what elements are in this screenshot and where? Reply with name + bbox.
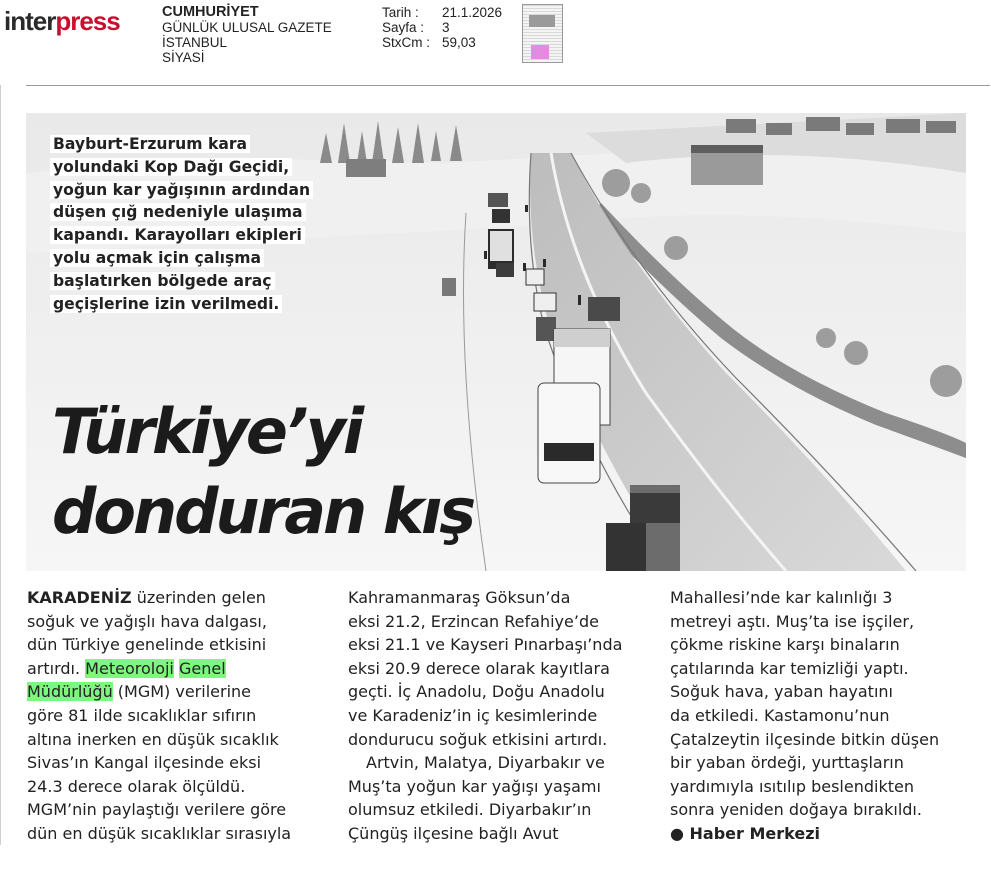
body-line: Artvin, Malatya, Diyarbakır ve xyxy=(366,753,605,773)
publication-info xyxy=(162,5,332,65)
body-line: Mahallesi’nde kar kalınlığı 3 xyxy=(670,588,893,607)
logo-part2: press xyxy=(55,6,120,36)
article-column-1 xyxy=(27,586,327,846)
caption-line: yolundaki Kop Dağı Geçidi, xyxy=(50,158,292,176)
body-line: yardımıyla ısıtılıp beslendikten xyxy=(670,776,914,796)
caption-line: geçişlerine izin verilmedi. xyxy=(50,295,282,313)
body-line: eksi 21.1 ve Kayseri Pınarbaşı’nda xyxy=(348,635,623,655)
publication-type: GÜNLÜK ULUSAL GAZETE xyxy=(162,20,332,35)
body-line: çökme riskine karşı binaların xyxy=(670,635,900,655)
caption-line: Bayburt-Erzurum kara xyxy=(50,135,250,153)
page-value: 3 xyxy=(442,20,450,35)
body-line: Kahramanmaraş Göksun’da xyxy=(348,588,571,607)
body-line: göre 81 ilde sıcaklıklar sıfırın xyxy=(27,705,257,725)
page-label: Sayfa : xyxy=(382,20,425,35)
body-line: dondurucu soğuk etkisini artırdı. xyxy=(348,729,608,749)
highlighted-term: Meteoroloji xyxy=(85,658,174,678)
body-line: dün Türkiye genelinde etkisini xyxy=(27,635,267,655)
body-line: 24.3 derece olarak ölçüldü. xyxy=(27,776,246,796)
header-divider xyxy=(26,85,990,86)
thumbnail-highlight xyxy=(531,45,549,59)
body-line: sonra yeniden doğaya bırakıldı. xyxy=(670,800,922,820)
lead-word: KARADENİZ xyxy=(27,588,132,607)
clipping-meta xyxy=(382,5,502,50)
left-margin-rule xyxy=(0,85,1,845)
body-line: Sivas’ın Kangal ilçesinde eksi xyxy=(27,753,262,773)
headline xyxy=(52,392,522,552)
body-line: Muş’ta yoğun kar yağışı yaşamı xyxy=(348,776,601,796)
body-line: eksi 20.9 derece olarak kayıtlara xyxy=(348,658,610,678)
highlighted-term: Müdürlüğü xyxy=(27,682,113,702)
body-line: altına inerken en düşük sıcaklık xyxy=(27,729,279,749)
article-column-2 xyxy=(348,586,648,846)
body-line: soğuk ve yağışlı hava dalgası, xyxy=(27,611,267,631)
thumbnail-photo xyxy=(529,15,555,27)
headline-line-1: Türkiye’yi xyxy=(52,395,362,468)
photo-caption xyxy=(50,133,315,315)
body-text: artırdı. xyxy=(27,658,86,678)
caption-line: düşen çığ nedeniyle ulaşıma xyxy=(50,203,306,221)
body-text: üzerinden gelen xyxy=(131,588,266,607)
stx-label: StxCm : xyxy=(382,35,431,50)
caption-line: yolu açmak için çalışma xyxy=(50,249,264,267)
body-line: dün en düşük sıcaklıklar sırasıyla xyxy=(27,823,292,843)
body-line: eksi 21.2, Erzincan Refahiye’de xyxy=(348,611,599,631)
body-line: bir yaban ördeği, yurttaşların xyxy=(670,753,904,773)
body-line: MGM’nin paylaştığı verilere göre xyxy=(27,800,287,820)
body-line: Çatalzeytin ilçesinde bitkin düşen xyxy=(670,729,940,749)
body-line: Çüngüş ilçesine bağlı Avut xyxy=(348,823,559,843)
article-column-3 xyxy=(670,586,970,846)
body-line: geçti. İç Anadolu, Doğu Anadolu xyxy=(348,682,605,702)
body-text: (MGM) verilerine xyxy=(112,682,251,702)
caption-line: başlatırken bölgede araç xyxy=(50,272,275,290)
caption-line: kapandı. Karayolları ekipleri xyxy=(50,226,305,244)
body-line: Soğuk hava, yaban hayatını xyxy=(670,682,893,702)
publication-name: CUMHURİYET xyxy=(162,4,259,20)
headline-line-2: donduran kış xyxy=(52,475,474,548)
byline: ● Haber Merkezi xyxy=(670,823,821,843)
date-label: Tarih : xyxy=(382,5,419,20)
body-line: da etkiledi. Kastamonu’nun xyxy=(670,705,890,725)
date-value: 21.1.2026 xyxy=(442,5,503,20)
body-line: çatılarında kar temizliği yaptı. xyxy=(670,658,909,678)
caption-line: yoğun kar yağışının ardından xyxy=(50,181,313,199)
body-line: ve Karadeniz’in iç kesimlerinde xyxy=(348,705,598,725)
page-thumbnail[interactable] xyxy=(522,4,563,63)
stx-value: 59,03 xyxy=(442,35,476,50)
body-line: metreyi aştı. Muş’ta ise işçiler, xyxy=(670,611,915,631)
publication-city: İSTANBUL xyxy=(162,35,228,50)
publication-section: SİYASİ xyxy=(162,50,205,65)
highlighted-term: Genel xyxy=(178,658,226,678)
interpress-logo xyxy=(4,6,120,37)
body-line: olumsuz etkiledi. Diyarbakır’ın xyxy=(348,800,592,820)
logo-part1: inter xyxy=(4,6,56,36)
